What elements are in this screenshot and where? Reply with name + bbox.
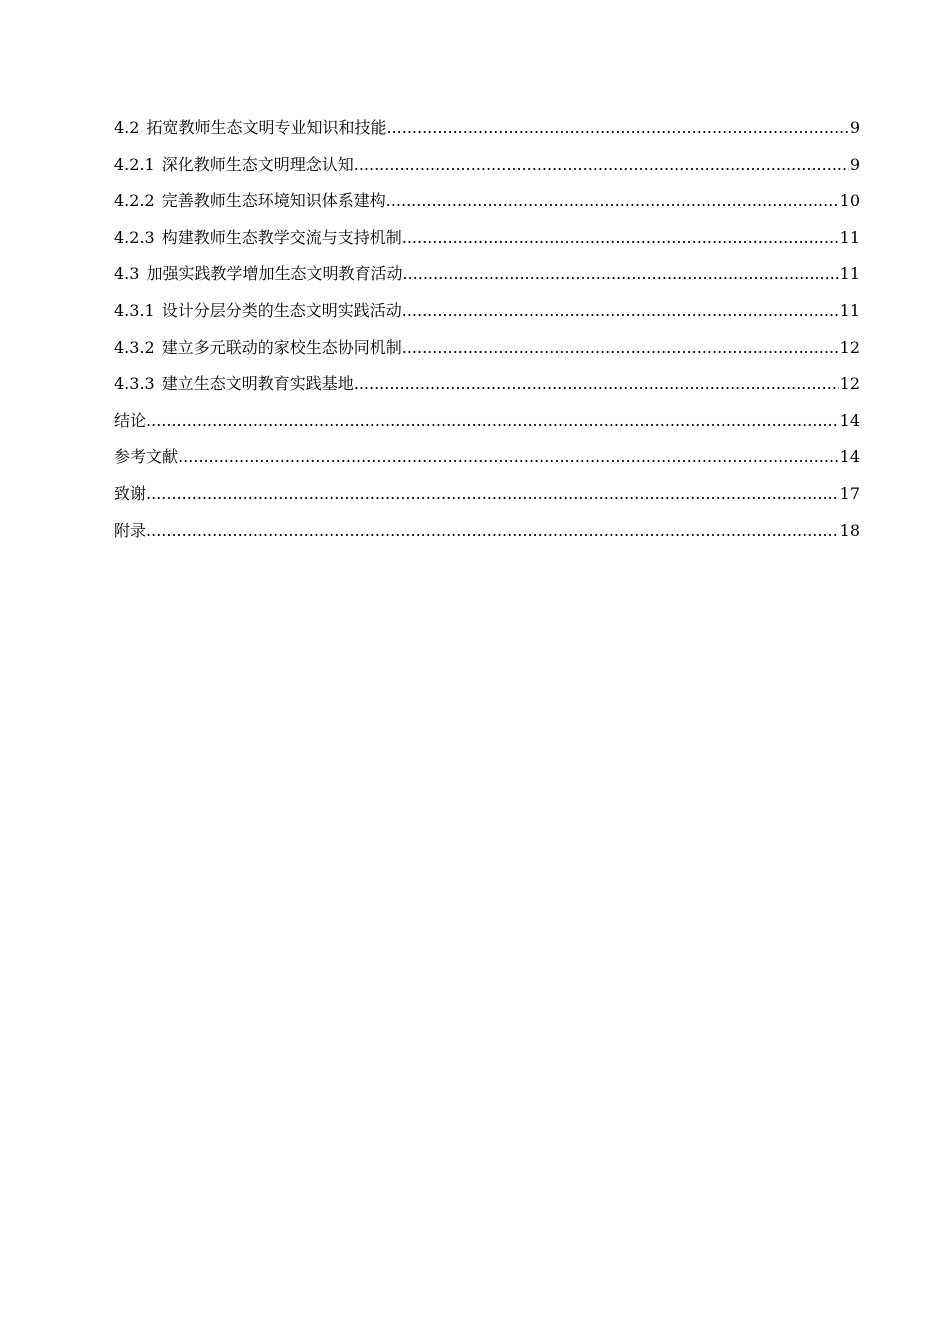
toc-entry-page: 14 [839, 410, 860, 430]
toc-entry-title: 加强实践教学增加生态文明教育活动 [146, 264, 403, 284]
toc-dot-leader [178, 439, 839, 476]
toc-entry-page: 9 [849, 154, 860, 174]
toc-dot-leader [386, 183, 839, 220]
toc-entry-4-3-2[interactable] [114, 330, 860, 367]
toc-entry-4-2-2[interactable] [114, 183, 860, 220]
toc-entry-title: 建立生态文明教育实践基地 [161, 374, 354, 394]
toc-dot-leader [402, 220, 839, 257]
toc-entry-page: 10 [839, 191, 860, 211]
toc-entry-title: 深化教师生态文明理念认知 [161, 154, 354, 174]
toc-dot-leader [146, 403, 839, 440]
toc-entry-acknowledgements[interactable] [114, 476, 860, 513]
toc-entry-appendix[interactable] [114, 513, 860, 550]
toc-entry-title: 致谢 [114, 483, 147, 503]
toc-dot-leader [354, 147, 849, 184]
toc-entry-page: 14 [839, 447, 860, 467]
toc-entry-page: 11 [839, 300, 860, 320]
toc-dot-leader [402, 330, 839, 367]
toc-dot-leader [354, 366, 839, 403]
toc-entry-page: 11 [839, 264, 860, 284]
toc-entry-number: 4.2.1 [114, 154, 155, 174]
toc-entry-page: 12 [839, 337, 860, 357]
toc-entry-title: 建立多元联动的家校生态协同机制 [161, 337, 402, 357]
toc-entry-title: 拓宽教师生态文明专业知识和技能 [146, 118, 387, 137]
toc-entry-page: 9 [849, 118, 860, 137]
toc-entry-4-2[interactable] [114, 110, 860, 147]
toc-entry-number: 4.3.1 [114, 300, 155, 320]
toc-entry-title: 完善教师生态环境知识体系建构 [161, 191, 386, 211]
toc-dot-leader [146, 476, 839, 513]
toc-dot-leader [402, 293, 839, 330]
toc-dot-leader [402, 256, 838, 293]
toc-entry-number: 4.3.2 [114, 337, 155, 357]
toc-entry-page: 18 [839, 520, 860, 540]
toc-entry-conclusion[interactable] [114, 403, 860, 440]
toc-entry-number: 4.2.3 [114, 227, 155, 247]
toc-entry-title: 结论 [114, 410, 147, 430]
toc-entry-number: 4.2.2 [114, 191, 155, 211]
toc-entry-title: 附录 [114, 520, 147, 540]
toc-entry-references[interactable] [114, 439, 860, 476]
toc-entry-4-2-1[interactable] [114, 147, 860, 184]
table-of-contents [114, 110, 860, 549]
toc-dot-leader [146, 513, 839, 550]
toc-entry-page: 17 [839, 483, 860, 503]
toc-entry-number: 4.3 [114, 264, 140, 284]
toc-dot-leader [386, 110, 848, 147]
toc-entry-4-3-3[interactable] [114, 366, 860, 403]
toc-entry-number: 4.3.3 [114, 374, 155, 394]
toc-entry-title: 参考文献 [114, 447, 179, 467]
toc-entry-title: 设计分层分类的生态文明实践活动 [161, 300, 402, 320]
toc-entry-page: 11 [839, 227, 860, 247]
toc-entry-title: 构建教师生态教学交流与支持机制 [161, 227, 402, 247]
toc-entry-4-3-1[interactable] [114, 293, 860, 330]
toc-entry-number: 4.2 [114, 118, 140, 137]
toc-entry-page: 12 [839, 374, 860, 394]
toc-entry-4-2-3[interactable] [114, 220, 860, 257]
toc-entry-4-3[interactable] [114, 256, 860, 293]
